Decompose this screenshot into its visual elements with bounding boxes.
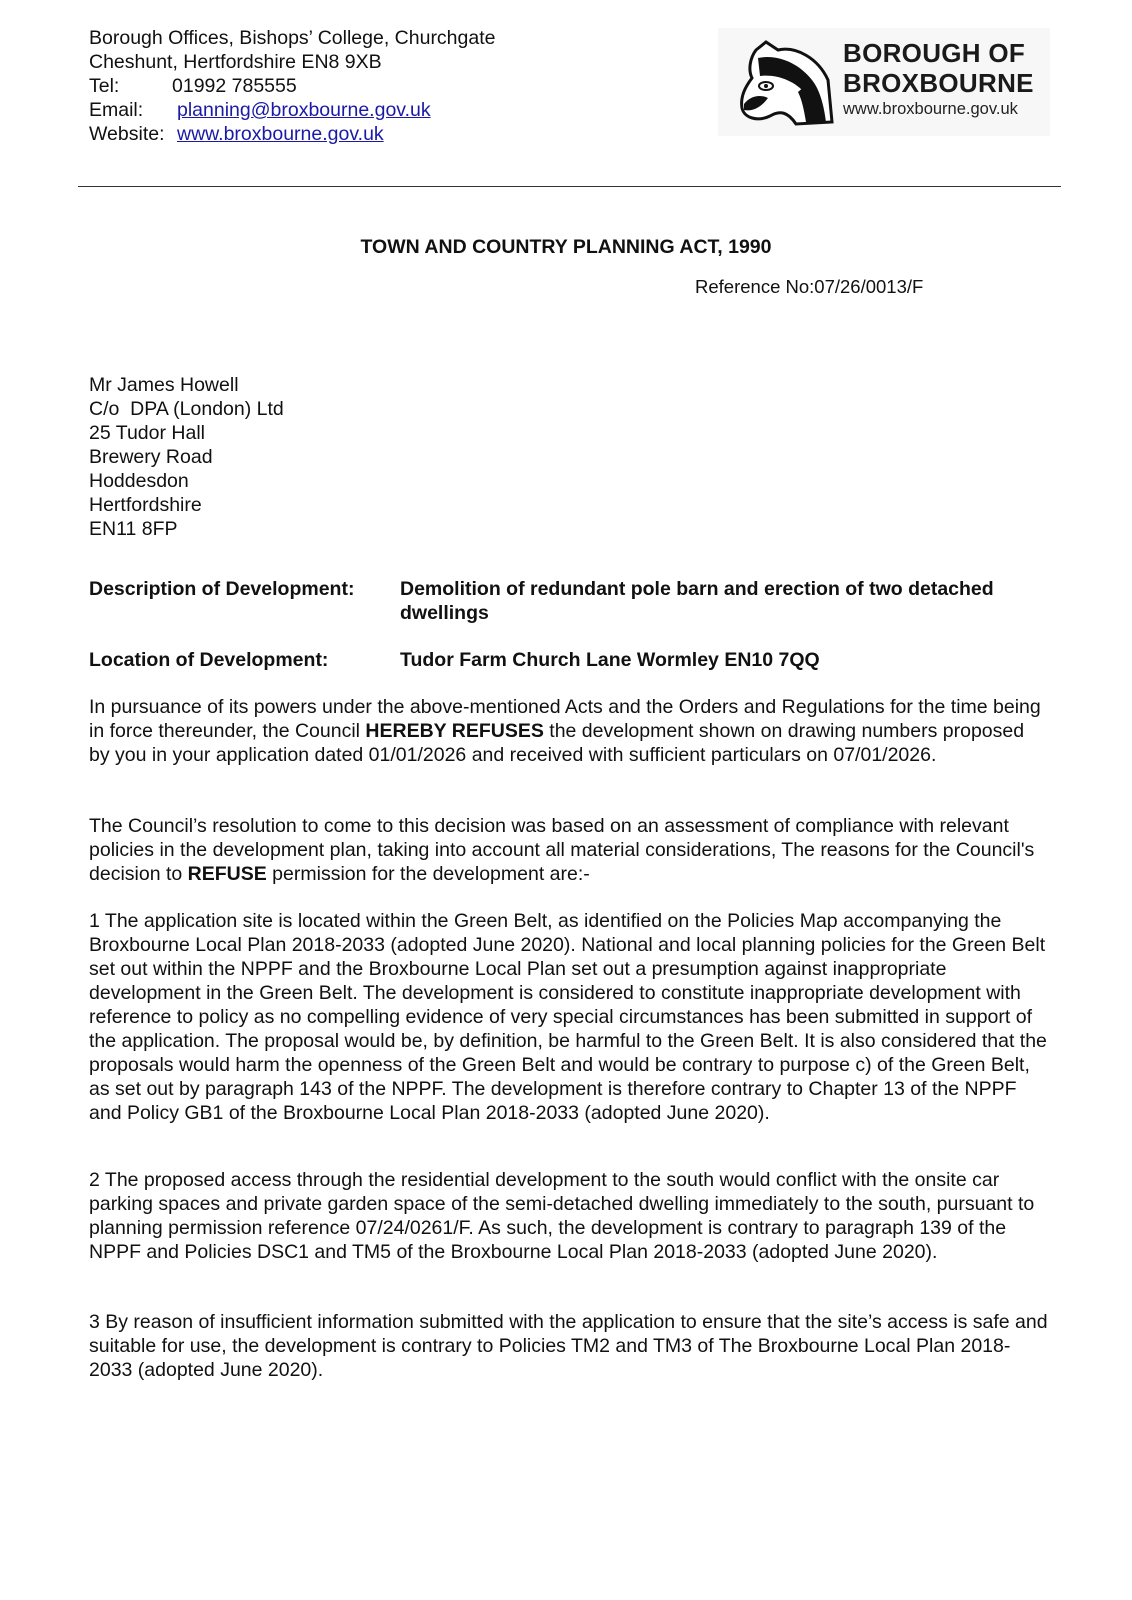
address-line-2: Cheshunt, Hertfordshire EN8 9XB: [89, 51, 382, 73]
header-divider: [78, 186, 1061, 187]
resolution-paragraph: The Council’s resolution to come to this decision was based on an assessment of compliance with relevant policies in the development plan, taking into account all material considerations, The reasons for the Council's decision to REFUSE permission for the development are:-: [89, 815, 1035, 885]
badger-icon: [736, 36, 836, 128]
location-label: Location of Development:: [89, 649, 329, 671]
logo-title: BOROUGH OF BROXBOURNE: [843, 38, 1034, 98]
recipient-line: Brewery Road: [89, 446, 213, 468]
description-value: Demolition of redundant pole barn and erection of two detached dwellings: [400, 578, 994, 624]
recipient-line: EN11 8FP: [89, 518, 178, 540]
email-link[interactable]: planning@broxbourne.gov.uk: [177, 99, 431, 121]
website-link[interactable]: www.broxbourne.gov.uk: [177, 123, 384, 145]
reference-number: Reference No:07/26/0013/F: [695, 276, 924, 297]
tel-label: Tel:: [89, 75, 120, 97]
refuse-keyword: REFUSE: [187, 863, 267, 885]
reason-2: 2 The proposed access through the residential development to the south would conflict with the onsite car parking spaces and private garden space of the semi-detached dwelling immediately to the south, pursuant to planning permission reference 07/24/0261/F. As such, the development is contrary to paragraph 139 of the NPPF and Policies DSC1 and TM5 of the Broxbourne Local Plan 2018-2033 (adopted June 2020).: [89, 1169, 1035, 1263]
recipient-line: Hertfordshire: [89, 494, 202, 516]
borough-logo: [718, 28, 1050, 136]
council-contact-block: [89, 26, 495, 146]
recipient-line: Mr James Howell: [89, 374, 239, 396]
website-row: [89, 122, 495, 146]
telephone-row: [89, 74, 495, 98]
refusal-intro-paragraph: In pursuance of its powers under the above-mentioned Acts and the Orders and Regulations for the time being in force thereunder, the Council HEREBY REFUSES the development shown on drawing numbers proposed by you in your application dated 01/01/2026 and received with sufficient particulars on 07/01/2026.: [89, 696, 1041, 766]
recipient-line: C/o DPA (London) Ltd: [89, 398, 284, 420]
reason-3: 3 By reason of insufficient information submitted with the application to ensure that the site’s access is safe and suitable for use, the development is contrary to Policies TM2 and TM3 of The Broxbourne Local Plan 2018-2033 (adopted June 2020).: [89, 1311, 1048, 1381]
tel-value: 01992 785555: [172, 75, 297, 97]
address-line-1: Borough Offices, Bishops’ College, Churchgate: [89, 27, 496, 49]
website-label: Website:: [89, 123, 165, 145]
logo-url: www.broxbourne.gov.uk: [843, 100, 1018, 118]
email-row: [89, 98, 495, 122]
act-title: TOWN AND COUNTRY PLANNING ACT, 1990: [360, 236, 772, 258]
email-label: Email:: [89, 99, 144, 121]
reason-1: 1 The application site is located within the Green Belt, as identified on the Policies Map accompanying the Broxbourne Local Plan 2018-2033 (adopted June 2020). National and local planning policies for the Green Belt set out within the NPPF and the Broxbourne Local Plan set out a presumption against inappropriate development in the Green Belt. The development is considered to constitute inappropriate development with reference to policy as no compelling evidence of very special circumstances has been submitted in support of the application. The proposal would be, by definition, be harmful to the Green Belt. It is also considered that the proposals would harm the openness of the Green Belt and would be contrary to purpose c) of the Green Belt, as set out by paragraph 143 of the NPPF. The development is therefore contrary to Chapter 13 of the NPPF and Policy GB1 of the Broxbourne Local Plan 2018-2033 (adopted June 2020).: [89, 910, 1047, 1124]
description-label: Description of Development:: [89, 578, 355, 600]
recipient-address: [89, 373, 284, 541]
location-value: Tudor Farm Church Lane Wormley EN10 7QQ: [400, 649, 820, 671]
recipient-line: Hoddesdon: [89, 470, 189, 492]
refusal-statement: HEREBY REFUSES: [365, 720, 544, 742]
recipient-line: 25 Tudor Hall: [89, 422, 205, 444]
